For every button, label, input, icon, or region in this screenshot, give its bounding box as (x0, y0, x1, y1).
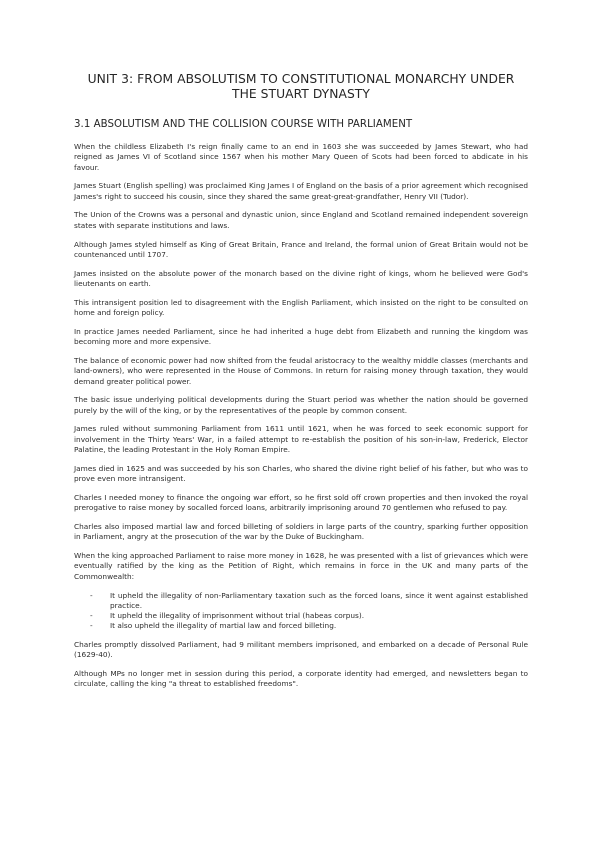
paragraph: The basic issue underlying political developments during the Stuart period was whether the nation should be governed purely by the will of the king, or by the representatives of the people by common consent. (74, 395, 528, 415)
list-item-text: It upheld the illegality of imprisonment without trial (habeas corpus). (110, 611, 365, 621)
page-title: UNIT 3: FROM ABSOLUTISM TO CONSTITUTIONAL MONARCHY UNDER THE STUART DYNASTY (87, 72, 515, 101)
paragraph: In practice James needed Parliament, since he had inherited a huge debt from Elizabeth and running the kingdom was becoming more and more expensive. (74, 326, 528, 347)
list-item-text: It also upheld the illegality of martial law and forced billeting. (110, 621, 337, 631)
paragraph: The Union of the Crowns was a personal and dynastic union, since England and Scotland remained independent sovereign states with separate institutions and laws. (74, 210, 528, 230)
bullet-dash: - (90, 621, 93, 631)
paragraph: James ruled without summoning Parliament from 1611 until 1621, when he was forced to seek economic support for involvement in the Thirty Years' War, in a failed attempt to re-establish the position of his son-in-law, Frederick, Elector Palatine, the leading Protestant in the Holy Roman Empire. (74, 424, 528, 455)
section-heading: 3.1 ABSOLUTISM AND THE COLLISION COURSE WITH PARLIAMENT (74, 119, 413, 130)
paragraph: Although James styled himself as King of Great Britain, France and Ireland, the formal union of Great Britain would not be countenanced until 1707. (74, 239, 528, 259)
paragraph: Charles also imposed martial law and forced billeting of soldiers in large parts of the country, sparking further opposition in Parliament, angry at the prosecution of the war by the Duke of Buckingham. (74, 522, 528, 542)
paragraph: Charles I needed money to finance the ongoing war effort, so he first sold off crown properties and then invoked the royal prerogative to raise money by socalled forced loans, arbitrarily imprisoning around 70 gentlemen who refused to pay. (74, 492, 528, 513)
bullet-dash: - (90, 590, 93, 600)
list-item-text: It upheld the illegality of non-Parliamentary taxation such as the forced loans, since it went against established practice. (110, 590, 528, 610)
list-item (74, 621, 528, 631)
paragraph: James insisted on the absolute power of the monarch based on the divine right of kings, whom he believed were God's lieutenants on earth. (74, 268, 528, 288)
paragraph: When the king approached Parliament to raise more money in 1628, he was presented with a list of grievances which were eventually ratified by the king as the Petition of Right, which remains in force in the UK and many parts of the Commonwealth: (74, 551, 528, 581)
paragraph: The balance of economic power had now shifted from the feudal aristocracy to the wealthy middle classes (merchants and land-owners), who were represented in the House of Commons. In return for raising money through taxation, they would demand greater political power. (74, 355, 528, 386)
bullet-list (74, 591, 528, 632)
paragraph: When the childless Elizabeth I's reign finally came to an end in 1603 she was succeeded by James Stewart, who had reigned as James VI of Scotland since 1567 when his mother Mary Queen of Scots had been forced to abdicate in his favour. (74, 142, 528, 172)
list-item (74, 611, 528, 621)
list-item (74, 591, 528, 612)
paragraph: Charles promptly dissolved Parliament, had 9 militant members imprisoned, and embarked on a decade of Personal Rule (1629-40). (74, 639, 528, 659)
paragraph: Although MPs no longer met in session during this period, a corporate identity had emerged, and newsletters began to circulate, calling the king "a threat to established freedoms". (74, 668, 528, 689)
bullet-dash: - (90, 611, 93, 621)
paragraph: This intransigent position led to disagreement with the English Parliament, which insisted on the right to be consulted on home and foreign policy. (74, 297, 528, 318)
paragraph: James Stuart (English spelling) was proclaimed King James I of England on the basis of a prior agreement which recognised James's right to succeed his cousin, since they shared the same great-great-grandfather, Henry VII (Tudor). (74, 181, 528, 201)
body-text (74, 142, 528, 689)
paragraph: James died in 1625 and was succeeded by his son Charles, who shared the divine right belief of his father, but who was to prove even more intransigent. (74, 463, 528, 484)
